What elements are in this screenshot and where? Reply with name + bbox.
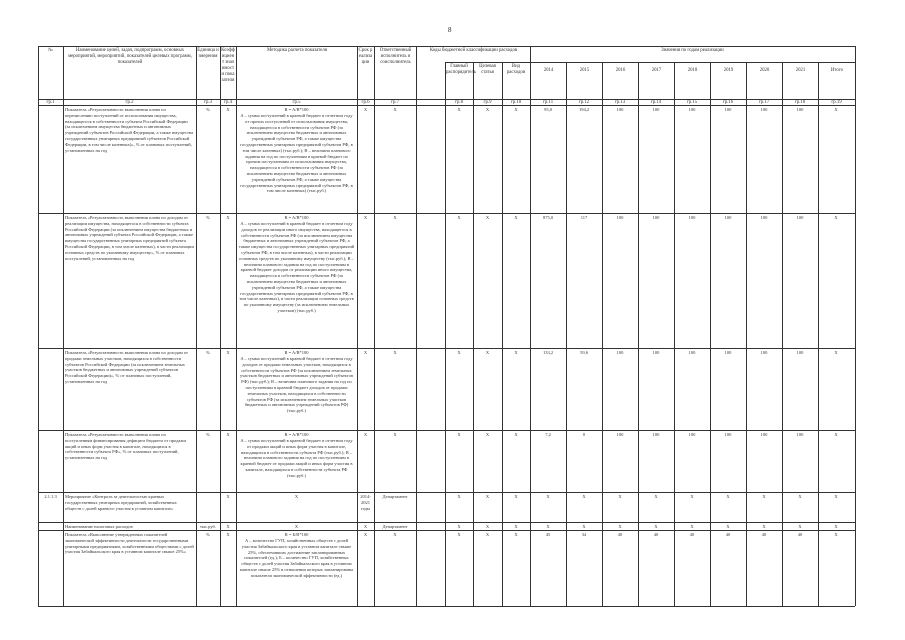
responsible-cell: X (393, 532, 397, 537)
coef-cell: X (226, 532, 230, 537)
header-year: 2018 (687, 68, 698, 73)
column-number: гр.10 (510, 100, 522, 105)
row-number (39, 532, 62, 605)
year-value-cell: 40 (725, 532, 731, 537)
year-value-cell: X (546, 494, 550, 499)
year-value-cell: X (618, 524, 622, 529)
header-budget-type: Вид расходов (506, 64, 526, 75)
header-year: 2014 (543, 68, 554, 73)
year-value-cell: X (834, 215, 838, 220)
rule (38, 213, 855, 214)
rule (63, 46, 64, 606)
year-value-cell: 100 (688, 350, 696, 355)
coef-cell: X (226, 432, 230, 437)
budget-main-cell: X (457, 432, 461, 437)
year-value-cell: X (834, 432, 838, 437)
header-year: 2016 (615, 68, 626, 73)
year-value-cell: 100 (652, 215, 660, 220)
column-number: гр.6 (361, 100, 370, 105)
year-value-cell: X (654, 524, 658, 529)
year-value-cell: 194,2 (578, 107, 590, 112)
header-name: Наименование целей, задач, подпрограмм, основных мероприятий, мероприятий, показателей целевых программ, показателей (68, 48, 192, 65)
indicator-name: Показатель «Результативность выполнения плана по поступлениям финансирования дефицита бюджета от продажи акций и иных форм участия в капитале, находящихся в собственности субъекта РФ», % от плановых поступлений, установленных на год (65, 432, 186, 461)
rule (38, 492, 855, 493)
year-value-cell: 100 (796, 215, 804, 220)
column-number: гр.19 (831, 100, 842, 105)
column-number: гр.16 (722, 100, 734, 105)
year-value-cell: 100 (652, 107, 660, 112)
row-number (39, 350, 62, 429)
year-value-cell: 100 (688, 432, 696, 437)
column-number: гр.3 (204, 100, 212, 105)
rule (38, 348, 855, 349)
year-value-cell: 875,0 (542, 215, 554, 220)
year-value-cell: 100 (796, 350, 804, 355)
year-value-cell: X (654, 494, 658, 499)
method-cell: X (294, 494, 299, 499)
row-number: 2.1.1.3 (44, 494, 57, 499)
year-value-cell: X (762, 494, 766, 499)
year-value-cell: 45 (545, 532, 551, 537)
column-number: гр.11 (542, 100, 554, 105)
rule (445, 62, 530, 63)
method-cell: A – сумма поступлений в краевой бюджет в отчетном году от продажи акций и иных форм участия в капитале, находящихся в собственности субъекта РФ (тыс.руб.); B – величина планового задания на год по поступлениям в краевой бюджет от продажи акций и иных форм участия в капитале, находящихся в собственности субъекта РФ (тыс.руб.) (240, 438, 353, 478)
rule (236, 46, 237, 606)
year-value-cell: 7,2 (545, 432, 551, 437)
responsible-cell: X (393, 107, 397, 112)
unit-cell: % (206, 215, 210, 220)
year-value-cell: X (726, 524, 730, 529)
budget-type-cell: X (514, 432, 518, 437)
year-value-cell: 100 (616, 350, 624, 355)
column-number: гр.2 (125, 100, 134, 105)
unit-cell: % (206, 350, 210, 355)
unit-cell: % (206, 532, 210, 537)
unit-cell: % (206, 432, 210, 437)
header-year: 2021 (795, 68, 806, 73)
row-number (39, 215, 62, 347)
year-value-cell: 40 (653, 532, 659, 537)
rule (38, 522, 855, 523)
year-value-cell: 40 (761, 532, 767, 537)
year-value-cell: 100 (652, 432, 660, 437)
year-value-cell: 117 (580, 215, 588, 220)
formula-cell: R = A/B*100 (284, 432, 309, 437)
budget-main-cell: X (457, 524, 461, 529)
responsible-cell: Департамент (382, 524, 408, 529)
formula-cell: R = A/B*100 (284, 350, 309, 355)
year-value-cell: 40 (617, 532, 623, 537)
year-value-cell: 100 (796, 107, 804, 112)
year-value-cell: 100 (724, 432, 732, 437)
year-value-cell: 0 (582, 432, 586, 437)
header-budget-main: Главный распорядитель (446, 64, 477, 75)
header-coef: Коэффициент значимости показателя (221, 48, 235, 83)
budget-type-cell: X (514, 494, 518, 499)
column-number: гр.12 (578, 100, 590, 105)
year-value-cell: 100 (724, 215, 732, 220)
formula-cell: R = A/B*100 (284, 215, 309, 220)
budget-article-cell: X (485, 532, 490, 537)
year-value-cell: 100 (724, 350, 732, 355)
row-number (39, 432, 62, 491)
year-value-cell: 100 (616, 432, 624, 437)
period-cell: X (363, 524, 368, 529)
year-value-cell: 34 (581, 532, 587, 537)
year-value-cell: 133,2 (542, 350, 554, 355)
method-cell: A – сумма поступлений в краевой бюджет в отчетном году доходов от реализации иного имущества, находящегося в собственности субъектов РФ (за исключением имущества бюджетных и автономных учреждений субъектов РФ, а также имущества государственных унитарных предприятий субъектов РФ, в том числе казенных), в части реализации основных средств по указанному имуществу (тыс.руб.); B – величина планового задания на год по поступлениям в краевой бюджет доходов от реализации иного имущества, находящегося в собственности субъектов РФ (за исключением имущества бюджетных и автономных учреждений субъектов РФ, а также имущества государственных унитарных предприятий субъектов РФ, в том числе казенных), в части реализации основных средств по указанному имуществу (за исключением земельных участков) (тыс.руб.) (238, 221, 355, 313)
period-cell: X (363, 215, 368, 220)
header-responsible: Ответственный исполнитель и соисполнитель (379, 48, 412, 65)
year-value-cell: 100 (760, 107, 768, 112)
responsible-cell: Департамент (382, 494, 408, 499)
method-cell: А – количество ГУП, хозяйственных обществ с долей участия Забайкальского края в уставном капитале свыше 25%, обеспечивших достижение запланированных показателей (ед.); Б – количество ГУП, хозяйственных обществ с долей участия Забайкальского края в уставном капитале свыше 25% в отношении которых запланированы показатели экономической эффективности (ед.) (239, 538, 354, 578)
year-value-cell: 100 (760, 215, 768, 220)
year-value-cell: 40 (797, 532, 803, 537)
coef-cell: X (226, 494, 230, 499)
year-value-cell: 59,6 (580, 350, 588, 355)
budget-type-cell: X (514, 215, 518, 220)
rule (38, 530, 855, 531)
budget-main-cell: X (457, 532, 461, 537)
year-value-cell: X (834, 107, 838, 112)
coef-cell: X (226, 524, 230, 529)
year-value-cell: X (762, 524, 766, 529)
row-number (39, 524, 62, 529)
year-value-cell: 100 (688, 107, 696, 112)
formula-cell: R = Б/В*100 (284, 532, 309, 537)
year-value-cell: 100 (724, 107, 732, 112)
rule (38, 606, 855, 607)
year-value-cell: 100 (760, 432, 768, 437)
column-number: гр.7 (391, 100, 399, 105)
formula-cell: R = A/B*100 (284, 107, 309, 112)
header-year: 2017 (651, 68, 662, 73)
column-number: гр.9 (483, 100, 492, 105)
period-cell: X (363, 532, 368, 537)
year-value-cell: 100 (652, 350, 660, 355)
year-value-cell: X (690, 524, 694, 529)
budget-main-cell: X (457, 107, 461, 112)
period-cell: X (363, 432, 368, 437)
rule (38, 430, 855, 431)
method-cell: A – сумма поступлений в краевой бюджет в отчетном году от прочих поступлений от использования имущества, находящегося в собственности субъектов РФ (за исключением имущества бюджетных и автономных учреждений субъектов РФ, а также имущества государственных унитарных предприятий субъектов РФ, в том числе казенных) (тыс.руб.); B – величина планового задания на год по поступлениям в краевой бюджет по прочим поступлениям от использования имущества, находящегося в собственности субъектов РФ (за исключением имущества бюджетных и автономных учреждений субъектов РФ, а также имущества государственных унитарных предприятий субъектов РФ, в том числе казенных) (тыс.руб.) (240, 113, 353, 194)
indicator-name: Показатель «Результативность выполнения плана по доходам от реализации имущества, находящегося в собственности субъекта Российской Федерации (за исключением имущества бюджетных и автономных учреждений субъекта Российской Федерации, а также имущества государственных унитарных предприятий субъекта Российской Федерации, в том числе казенных), в части реализации основных средств по указанному имуществу», % от плановых поступлений, установленных на год (65, 215, 194, 261)
budget-article-cell: X (485, 432, 490, 437)
column-number: гр.17 (758, 100, 770, 105)
year-value-cell: 100 (796, 432, 804, 437)
year-value-cell: 40 (689, 532, 695, 537)
year-value-cell: X (834, 350, 838, 355)
header-total: Итого (830, 68, 844, 73)
responsible-cell: X (393, 432, 397, 437)
coef-cell: X (226, 107, 230, 112)
year-value-cell: X (798, 524, 802, 529)
column-number: гр.18 (794, 100, 806, 105)
unit-cell: тыс.руб. (200, 524, 216, 529)
year-value-cell: X (546, 524, 550, 529)
indicator-name: Мероприятие «Контроль за деятельностью краевых государственных унитарных предприятий, хозяйственных обществ с долей краевого участия в уставном капитале» (65, 494, 177, 511)
unit-cell: % (206, 107, 210, 112)
indicator-name: Наименование налоговых расходов (65, 524, 133, 529)
budget-type-cell: X (514, 524, 518, 529)
budget-type-cell: X (514, 107, 518, 112)
responsible-cell: X (393, 350, 397, 355)
header-period: Срок реализации (358, 48, 373, 65)
year-value-cell: X (834, 532, 838, 537)
budget-article-cell: X (485, 107, 490, 112)
column-number: гр.15 (686, 100, 698, 105)
column-number: гр.13 (614, 100, 626, 105)
column-number: гр.1 (46, 100, 55, 105)
year-value-cell: X (834, 494, 838, 499)
budget-article-cell: X (485, 215, 490, 220)
budget-article-cell: X (485, 350, 490, 355)
budget-article-cell: X (485, 494, 490, 499)
rule (38, 46, 855, 47)
column-number: гр.14 (650, 100, 662, 105)
responsible-cell: X (393, 215, 397, 220)
year-value-cell: 100 (688, 215, 696, 220)
year-value-cell: 100 (760, 350, 768, 355)
period-cell: X (363, 107, 368, 112)
header-unit: Единица измерения (197, 48, 219, 59)
column-number: гр.5 (292, 100, 301, 105)
header-budget-codes: Коды бюджетной классификации расходов (429, 48, 518, 53)
year-value-cell: X (618, 494, 622, 499)
budget-type-cell: X (514, 350, 518, 355)
rule (855, 46, 856, 606)
header-year: 2019 (723, 68, 734, 73)
header-budget-article: Целевая статья (479, 64, 496, 75)
indicator-name: Показатель «Результативность выполнения плана по доходам от продажи земельных участков, находящихся в собственности субъектов Российской Федерации (за исключением земельных участков бюджетных и автономных учреждений субъектов Российской Федерации)», % от плановых поступлений, установленных на год (65, 350, 188, 384)
row-number (39, 107, 62, 212)
rule (530, 62, 855, 63)
budget-type-cell: X (514, 532, 518, 537)
header-year: 2015 (579, 68, 590, 73)
method-cell: A – сумма поступлений в краевой бюджет в отчетном году доходов от продажи земельных участков, находящихся в собственности субъектов РФ (за исключением земельных участков бюджетных и автономных учреждений субъектов РФ) (тыс.руб.); B – величина планового задания на год по поступлениям в краевой бюджет доходов от продажи земельных участков, находящихся в собственности субъектов РФ (за исключением земельных участков бюджетных и автономных учреждений субъектов РФ) (тыс.руб.) (240, 356, 353, 414)
year-value-cell: 100 (616, 107, 624, 112)
method-cell: X (294, 524, 299, 529)
column-number: гр.4 (224, 100, 232, 105)
coef-cell: X (226, 350, 230, 355)
year-value-cell: X (726, 494, 730, 499)
indicator-name: Показатель «Выполнение утвержденных показателей экономической эффективности деятельности государственными унитарными предприятиями, хозяйственными обществами с долей участия Забайкальского края в уставном капитале свыше 25%» (65, 532, 194, 555)
year-value-cell: X (582, 494, 586, 499)
indicator-name: Показатель «Результативность выполнения плана по перечислению поступлений от использования имущества, находящегося в собственности субъекта Российской Федерации (за исключением имущества бюджетных и автономных учреждений субъектов Российской Федерации, а также имущества государственных унитарных предприятий субъектов Российской Федерации, в том числе казенных)», % от плановых поступлений, установленных на год (65, 107, 194, 153)
coef-cell: X (226, 215, 230, 220)
header-year: 2020 (759, 68, 770, 73)
year-value-cell: 100 (616, 215, 624, 220)
budget-main-cell: X (457, 215, 461, 220)
page-number: 8 (448, 26, 452, 34)
period-cell: 2014-2021 годы (360, 494, 371, 511)
year-value-cell: X (690, 494, 694, 499)
header-num: № (48, 48, 53, 53)
budget-article-cell: X (485, 524, 490, 529)
header-values-title: Значения по годам реализации (661, 48, 724, 53)
year-value-cell: X (582, 524, 586, 529)
year-value-cell: 95,0 (544, 107, 552, 112)
budget-main-cell: X (457, 350, 461, 355)
header-method: Методика расчета показателя (267, 48, 327, 53)
budget-main-cell: X (457, 494, 461, 499)
rule (530, 46, 531, 606)
period-cell: X (363, 350, 368, 355)
year-value-cell: X (798, 494, 802, 499)
column-number: гр.8 (455, 100, 463, 105)
unit-cell (197, 494, 219, 521)
year-value-cell: X (834, 524, 838, 529)
rule (416, 46, 417, 606)
